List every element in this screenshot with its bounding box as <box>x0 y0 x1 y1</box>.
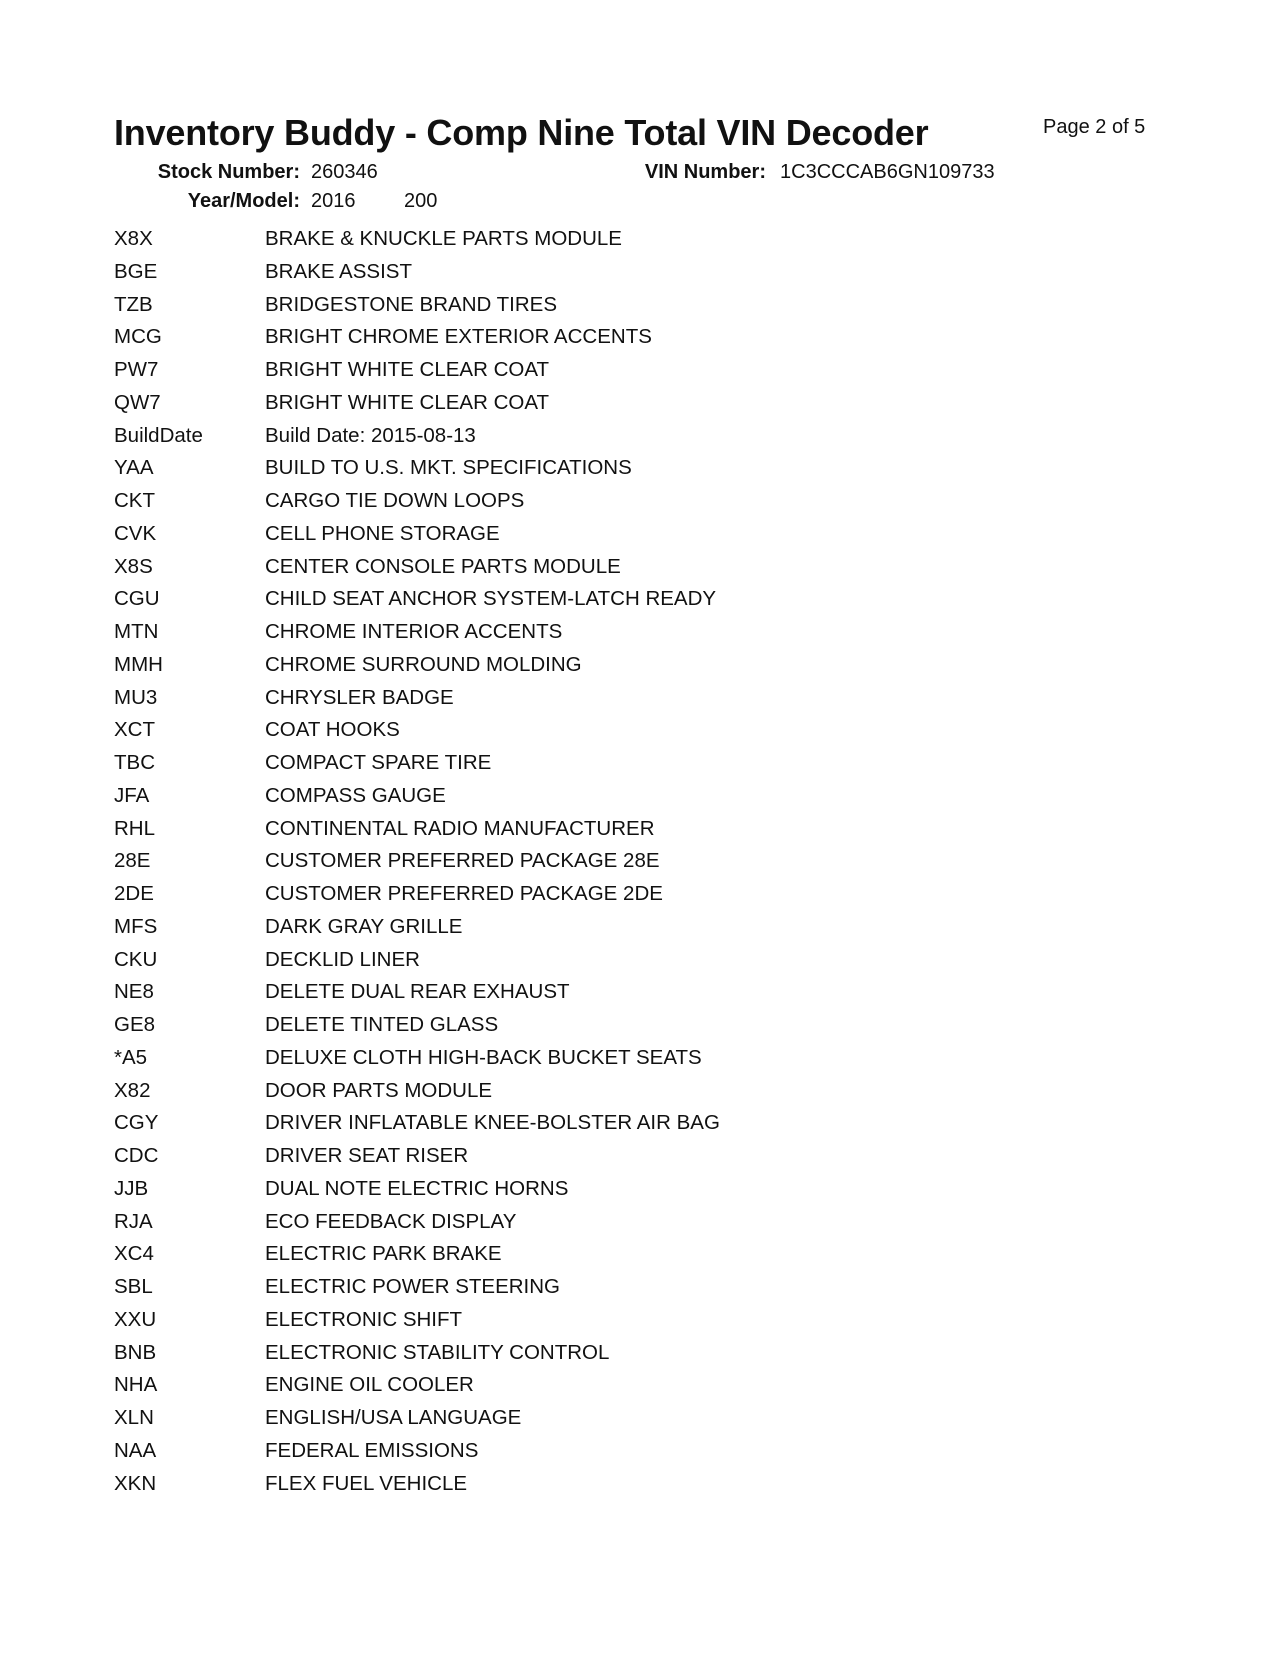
option-description: ENGINE OIL COOLER <box>265 1373 474 1397</box>
option-description: CARGO TIE DOWN LOOPS <box>265 489 525 512</box>
option-code: NAA <box>114 1438 157 1462</box>
option-description: BRIGHT CHROME EXTERIOR ACCENTS <box>265 325 652 349</box>
option-code: *A5 <box>114 1045 148 1069</box>
option-code-row <box>114 653 720 686</box>
option-code-row <box>114 784 720 817</box>
vin-number-label: VIN Number: <box>644 161 766 183</box>
option-code: BGE <box>114 259 158 283</box>
option-code-row <box>114 1144 720 1177</box>
option-code-row <box>114 686 720 719</box>
option-code: CVK <box>114 521 157 545</box>
option-code: SBL <box>114 1275 153 1298</box>
option-description: CHROME SURROUND MOLDING <box>265 652 582 676</box>
option-code-list <box>114 227 720 1504</box>
option-code: NHA <box>114 1373 158 1397</box>
option-code: CGU <box>114 587 160 611</box>
option-code-row <box>114 849 720 882</box>
option-code: XKN <box>114 1471 157 1495</box>
option-description: BRIGHT WHITE CLEAR COAT <box>265 358 549 381</box>
option-description: CHRYSLER BADGE <box>265 685 454 709</box>
option-code-row <box>114 1406 720 1439</box>
option-description: DOOR PARTS MODULE <box>265 1078 493 1102</box>
option-description: CENTER CONSOLE PARTS MODULE <box>265 554 621 578</box>
option-code-row <box>114 1242 720 1275</box>
option-code: MTN <box>114 620 159 643</box>
option-description: DECKLID LINER <box>265 947 420 971</box>
option-description: CELL PHONE STORAGE <box>265 521 500 545</box>
option-code: NE8 <box>114 980 154 1004</box>
option-code-row <box>114 293 720 326</box>
model-value: 200 <box>404 190 438 212</box>
option-code-row <box>114 980 720 1013</box>
option-code: RHL <box>114 816 156 840</box>
option-code: QW7 <box>114 390 161 414</box>
option-code-row <box>114 1210 720 1243</box>
option-code-row <box>114 718 720 751</box>
option-description: DARK GRAY GRILLE <box>265 914 463 938</box>
option-code: X8X <box>114 227 153 250</box>
option-code: XLN <box>114 1406 154 1429</box>
page-indicator: Page 2 of 5 <box>1043 116 1146 138</box>
option-code-row <box>114 555 720 588</box>
option-code-row <box>114 325 720 358</box>
option-code-row <box>114 1275 720 1308</box>
option-code-row <box>114 227 720 260</box>
option-code: XXU <box>114 1307 157 1331</box>
option-code: XCT <box>114 718 155 742</box>
option-code: CGY <box>114 1111 159 1135</box>
option-code: XC4 <box>114 1242 154 1266</box>
year-model-label: Year/Model: <box>187 190 300 212</box>
option-code: TBC <box>114 751 155 774</box>
option-code: 28E <box>114 849 151 873</box>
option-code-row <box>114 1472 720 1505</box>
option-code-row <box>114 522 720 555</box>
option-description: FEDERAL EMISSIONS <box>265 1438 479 1462</box>
option-description: DUAL NOTE ELECTRIC HORNS <box>265 1176 569 1200</box>
option-description: CONTINENTAL RADIO MANUFACTURER <box>265 816 655 840</box>
option-description: ELECTRIC PARK BRAKE <box>265 1242 502 1266</box>
option-description: BRIGHT WHITE CLEAR COAT <box>265 390 549 414</box>
option-code: JFA <box>114 783 150 807</box>
option-description: ENGLISH/USA LANGUAGE <box>265 1406 522 1429</box>
option-description: ECO FEEDBACK DISPLAY <box>265 1209 517 1233</box>
option-code: JJB <box>114 1176 149 1200</box>
option-code: MFS <box>114 914 158 938</box>
option-code: BNB <box>114 1340 157 1364</box>
option-description: DRIVER SEAT RISER <box>265 1144 469 1167</box>
option-code: X8S <box>114 554 153 578</box>
option-description: COMPASS GAUGE <box>265 783 446 807</box>
option-code-row <box>114 751 720 784</box>
option-code: GE8 <box>114 1013 156 1036</box>
option-code: PW7 <box>114 358 159 381</box>
option-description: COAT HOOKS <box>265 718 400 742</box>
option-description: DELUXE CLOTH HIGH-BACK BUCKET SEATS <box>265 1045 702 1069</box>
option-code-row <box>114 1308 720 1341</box>
option-code-row <box>114 358 720 391</box>
year-value: 2016 <box>311 190 356 212</box>
option-code-row <box>114 948 720 981</box>
option-description: FLEX FUEL VEHICLE <box>265 1471 468 1495</box>
option-description: BRIDGESTONE BRAND TIRES <box>265 292 557 316</box>
option-code-row <box>114 1111 720 1144</box>
option-code-row <box>114 424 720 457</box>
option-code: YAA <box>114 456 154 480</box>
option-code-row <box>114 620 720 653</box>
option-description: CUSTOMER PREFERRED PACKAGE 2DE <box>265 882 663 905</box>
option-description: BRAKE ASSIST <box>265 259 412 283</box>
option-description: DELETE DUAL REAR EXHAUST <box>265 980 570 1004</box>
document-title: Inventory Buddy - Comp Nine Total VIN Decoder <box>114 112 929 153</box>
option-description: BRAKE & KNUCKLE PARTS MODULE <box>265 227 622 250</box>
option-code: RJA <box>114 1209 153 1233</box>
option-code-row <box>114 260 720 293</box>
stock-number-label: Stock Number: <box>157 161 300 183</box>
option-code: MU3 <box>114 685 158 709</box>
option-description: ELECTRONIC STABILITY CONTROL <box>265 1340 610 1364</box>
vin-number-value: 1C3CCCAB6GN109733 <box>780 161 995 183</box>
option-code-row <box>114 489 720 522</box>
option-code: 2DE <box>114 882 154 905</box>
option-code-row <box>114 1079 720 1112</box>
option-description: Build Date: 2015-08-13 <box>265 423 476 447</box>
option-description: DRIVER INFLATABLE KNEE-BOLSTER AIR BAG <box>265 1111 720 1135</box>
option-description: CUSTOMER PREFERRED PACKAGE 28E <box>265 849 660 873</box>
option-code: CDC <box>114 1144 159 1167</box>
option-code-row <box>114 882 720 915</box>
option-code-row <box>114 391 720 424</box>
option-description: CHROME INTERIOR ACCENTS <box>265 620 563 643</box>
option-description: ELECTRONIC SHIFT <box>265 1307 463 1331</box>
option-description: ELECTRIC POWER STEERING <box>265 1275 561 1298</box>
option-code: CKU <box>114 947 158 971</box>
option-code-row <box>114 1373 720 1406</box>
option-code: CKT <box>114 489 155 512</box>
option-code-row <box>114 817 720 850</box>
option-code-row <box>114 1046 720 1079</box>
option-code: TZB <box>114 292 153 316</box>
option-code: MCG <box>114 325 162 349</box>
option-code-row <box>114 1341 720 1374</box>
option-code-row <box>114 587 720 620</box>
option-code: BuildDate <box>114 423 203 447</box>
option-code-row <box>114 1013 720 1046</box>
option-code-row <box>114 1177 720 1210</box>
option-code: X82 <box>114 1078 151 1102</box>
option-description: DELETE TINTED GLASS <box>265 1013 499 1036</box>
option-code: MMH <box>114 652 163 676</box>
option-code-row <box>114 1439 720 1472</box>
option-description: CHILD SEAT ANCHOR SYSTEM-LATCH READY <box>265 587 717 611</box>
option-description: BUILD TO U.S. MKT. SPECIFICATIONS <box>265 456 632 480</box>
option-description: COMPACT SPARE TIRE <box>265 751 492 774</box>
option-code-row <box>114 915 720 948</box>
option-code-row <box>114 456 720 489</box>
stock-number-value: 260346 <box>311 161 378 183</box>
